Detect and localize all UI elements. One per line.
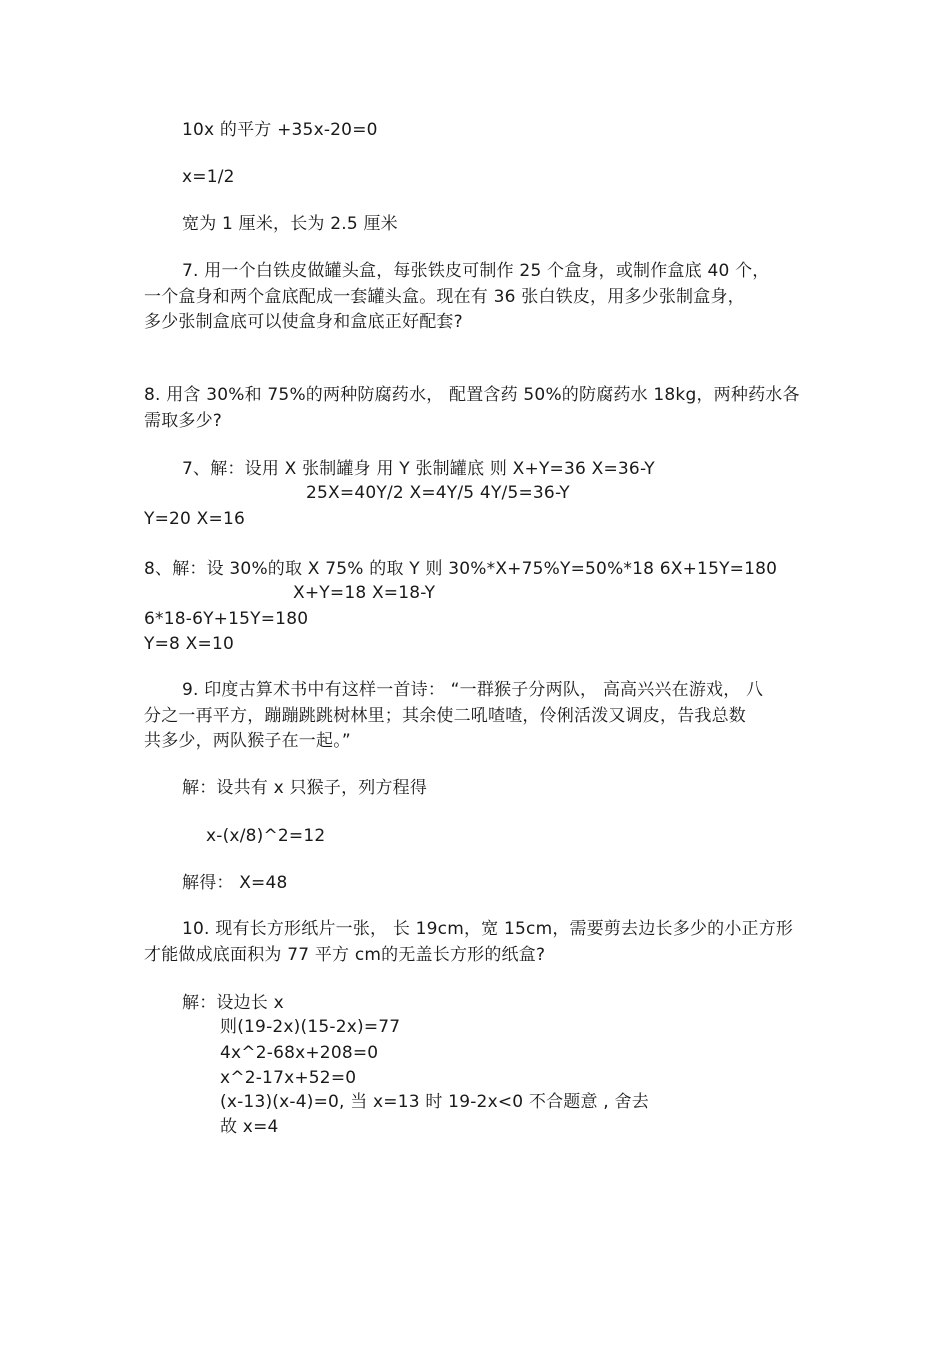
text-line: 多少张制盒底可以使盒身和盒底正好配套? (144, 312, 463, 332)
text-line: 7. 用一个白铁皮做罐头盒，每张铁皮可制作 25 个盒身，或制作盒底 40 个， (182, 261, 770, 281)
text-line: x=1/2 (182, 167, 235, 187)
text-line: 10x 的平方 +35x-20=0 (182, 120, 378, 140)
text-line: 解得： X=48 (182, 873, 288, 893)
text-line: x-(x/8)^2=12 (206, 826, 326, 846)
text-line: Y=20 X=16 (144, 509, 245, 529)
text-line: 分之一再平方，蹦蹦跳跳树林里；其余使二吼喳喳，伶俐活泼又调皮，告我总数 (144, 706, 746, 726)
text-line: 6*18-6Y+15Y=180 (144, 609, 309, 629)
text-line: 共多少，两队猴子在一起。” (144, 731, 351, 751)
text-line: 才能做成底面积为 77 平方 cm的无盖长方形的纸盒? (144, 945, 546, 965)
text-line: 故 x=4 (220, 1117, 279, 1137)
text-line: 需取多少? (144, 411, 223, 431)
text-line: 解：设边长 x (182, 993, 284, 1013)
text-line: 宽为 1 厘米，长为 2.5 厘米 (182, 214, 398, 234)
text-line: 7、解：设用 X 张制罐身 用 Y 张制罐底 则 X+Y=36 X=36-Y (182, 459, 655, 479)
text-line: 10. 现有长方形纸片一张， 长 19cm，宽 15cm，需要剪去边长多少的小正方形 (182, 919, 794, 939)
text-line: 8. 用含 30%和 75%的两种防腐药水， 配置含药 50%的防腐药水 18kg，两种药水各 (144, 385, 800, 405)
text-line: 则(19-2x)(15-2x)=77 (220, 1017, 401, 1037)
text-line: 8、解：设 30%的取 X 75% 的取 Y 则 30%*X+75%Y=50%*18 6X+15Y=180 (144, 559, 778, 579)
text-line: 9. 印度古算术书中有这样一首诗： “一群猴子分两队， 高高兴兴在游戏， 八 (182, 680, 764, 700)
text-line: 4x^2-68x+208=0 (220, 1043, 379, 1063)
text-line: 解：设共有 x 只猴子，列方程得 (182, 778, 428, 798)
text-line: X+Y=18 X=18-Y (293, 583, 436, 603)
text-line: Y=8 X=10 (144, 634, 234, 654)
text-line: (x-13)(x-4)=0, 当 x=13 时 19-2x<0 不合题意 , 舍去 (220, 1092, 649, 1112)
text-line: x^2-17x+52=0 (220, 1068, 357, 1088)
text-line: 25X=40Y/2 X=4Y/5 4Y/5=36-Y (306, 483, 570, 503)
text-line: 一个盒身和两个盒底配成一套罐头盒。现在有 36 张白铁皮，用多少张制盒身， (144, 287, 745, 307)
